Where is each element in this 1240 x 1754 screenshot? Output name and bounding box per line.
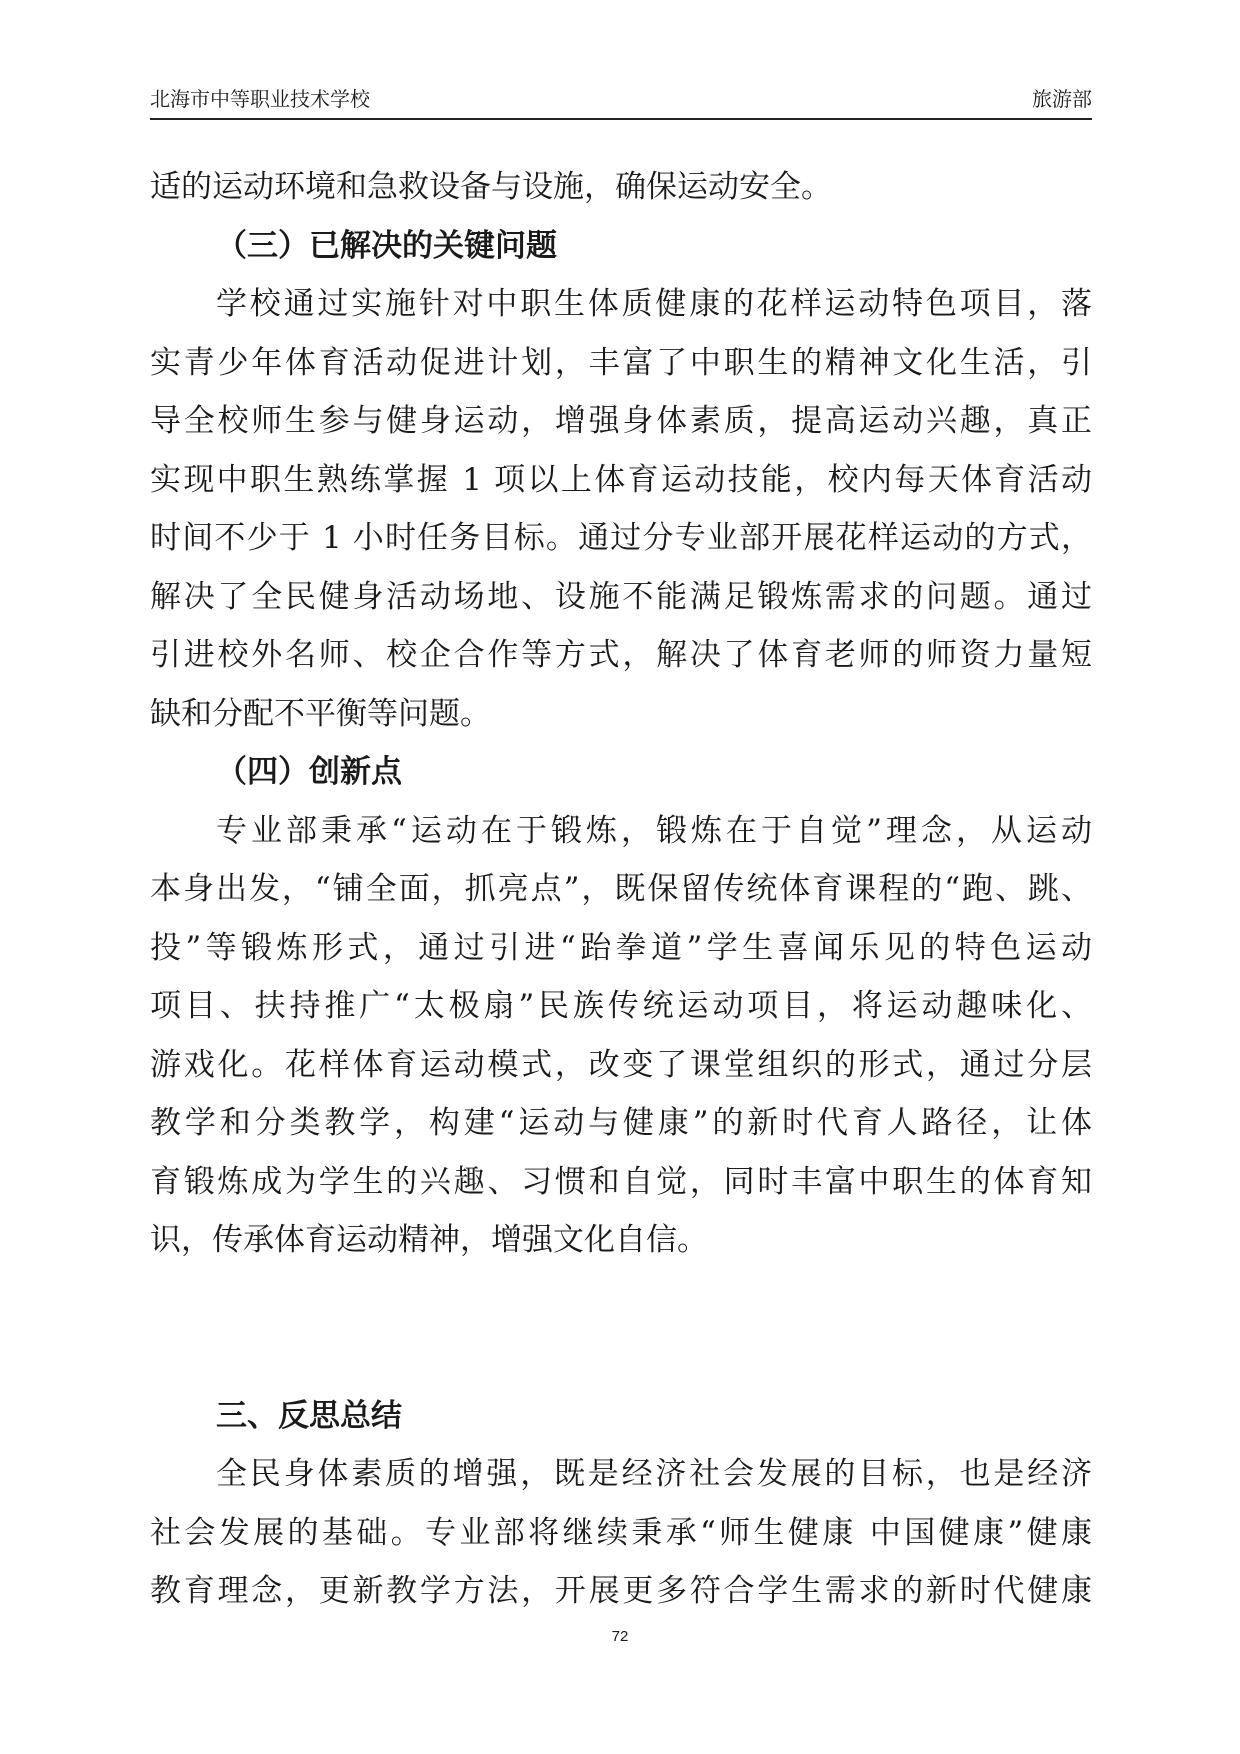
paragraph-line: 导全校师生参与健身运动，增强身体素质，提高运动兴趣，真正 [150,403,1092,439]
subheading-solved-problems: （三）已解决的关键问题 [216,227,557,264]
header-school-name: 北海市中等职业技术学校 [150,87,370,111]
document-body [150,158,1092,1621]
paragraph-line: 实现中职生熟练掌握 1 项以上体育运动技能，校内每天体育活动 [150,461,1092,498]
paragraph-line: 教学和分类教学，构建“运动与健康”的新时代育人路径，让体 [150,1105,1092,1141]
paragraph-line: 解决了全民健身活动场地、设施不能满足锻炼需求的问题。通过 [150,578,1092,615]
paragraph-line: 专业部秉承“运动在于锻炼，锻炼在于自觉”理念，从运动 [216,812,1092,849]
page-header [150,86,1092,120]
paragraph-line: 育锻炼成为学生的兴趣、习惯和自觉，同时丰富中职生的体育知 [150,1163,1092,1200]
paragraph-line: 学校通过实施针对中职生体质健康的花样运动特色项目，落 [216,286,1092,322]
section-heading-reflection: 三、反思总结 [216,1397,402,1434]
paragraph-line: 全民身体素质的增强，既是经济社会发展的目标，也是经济 [216,1456,1092,1492]
paragraph-line: 游戏化。花样体育运动模式，改变了课堂组织的形式，通过分层 [150,1046,1092,1083]
paragraph-line: 适的运动环境和急救设备与设施，确保运动安全。 [150,169,832,205]
paragraph-line: 本身出发，“铺全面，抓亮点”，既保留传统体育课程的“跑、跳、 [150,871,1092,907]
paragraph-line: 社会发展的基础。专业部将继续秉承“师生健康 中国健康”健康 [150,1514,1092,1551]
paragraph-line: 投”等锻炼形式，通过引进“跆拳道”学生喜闻乐见的特色运动 [150,929,1092,966]
paragraph-line: 教育理念，更新教学方法，开展更多符合学生需求的新时代健康 [150,1573,1092,1609]
paragraph-line: 缺和分配不平衡等问题。 [150,695,491,732]
paragraph-line: 实青少年体育活动促进计划，丰富了中职生的精神文化生活，引 [150,344,1092,381]
page-number: 72 [611,1628,629,1645]
subheading-innovation: （四）创新点 [216,754,402,790]
header-department: 旅游部 [1032,87,1092,111]
paragraph-line: 时间不少于 1 小时任务目标。通过分专业部开展花样运动的方式， [150,520,1092,556]
paragraph-line: 识，传承体育运动精神，增强文化自信。 [150,1222,708,1258]
paragraph-line: 项目、扶持推广“太极扇”民族传统运动项目，将运动趣味化、 [150,988,1092,1024]
paragraph-line: 引进校外名师、校企合作等方式，解决了体育老师的师资力量短 [150,637,1092,673]
